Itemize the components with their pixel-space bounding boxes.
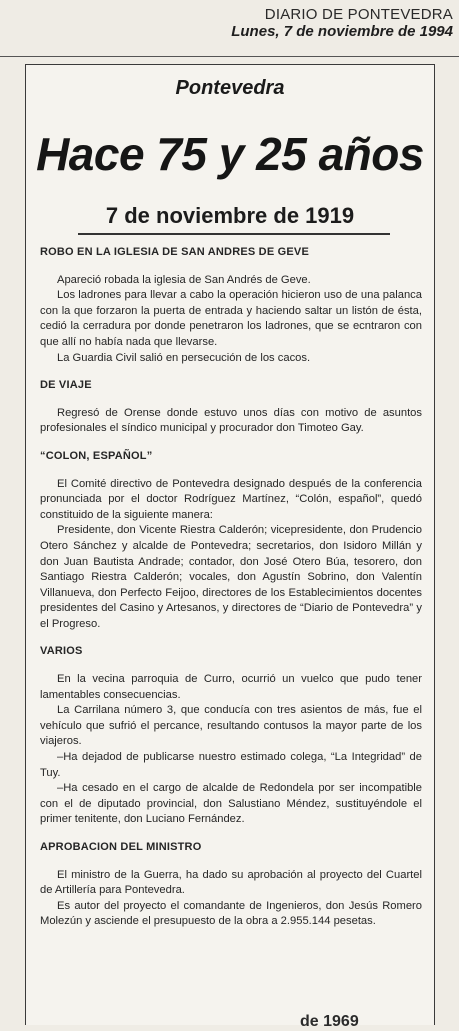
section-title: DE VIAJE — [40, 379, 92, 392]
section-varios — [40, 644, 422, 828]
masthead-rule — [0, 56, 459, 57]
section-title: APROBACION DEL MINISTRO — [40, 841, 202, 853]
section-date-heading: 7 de noviembre de 1919 — [105, 203, 355, 228]
section-de-viaje — [40, 378, 422, 437]
section-robo — [40, 245, 422, 366]
newspaper-name: DIARIO DE PONTEVEDRA — [264, 6, 453, 23]
section-colon-espanol — [40, 449, 422, 633]
paragraph: Es autor del proyecto el comandante de Ingenieros, don Jesús Romero Molezún y asciende el presupuesto de la obra a 2.955.144 pesetas. — [40, 899, 422, 928]
section-title: “COLON, ESPAÑOL” — [40, 449, 153, 462]
paragraph: Presidente, don Vicente Riestra Calderón; vicepresidente, don Prudencio Otero Sánchez y alcalde de Pontevedra; secretarios, don Isidoro Millán y don Juan Bautista Andrade; contador, don José Otero Búa, tesorero, don Santiago Riestra Calderón; vocales, don Agustín Sobrino, don Valentín Villanueva, don Perfecto Feijoo, directores de los Establecimientos docentes presidentes del Casino y Artesanos, y directores de “Diario de Pontevedra” y el Progreso. — [40, 524, 422, 630]
article-kicker: Pontevedra — [175, 77, 285, 99]
paragraph: Regresó de Orense donde estuvo unos días con motivo de asuntos profesionales el síndico municipal y procurador don Timoteo Gay. — [40, 406, 422, 435]
paragraph: En la vecina parroquia de Curro, ocurrió un vuelco que pudo tener lamentables consecuencias. — [40, 673, 422, 701]
article-clipping — [25, 64, 435, 1025]
section-title: VARIOS — [40, 645, 83, 658]
section-title: ROBO EN LA IGLESIA DE SAN ANDRES DE GEVE — [40, 246, 309, 258]
article-body — [40, 245, 422, 930]
section-aprobacion-ministro — [40, 840, 422, 930]
paragraph: El Comité directivo de Pontevedra designado después de la conferencia pronunciada por el doctor Rodríguez Martínez, “Colón, español”, quedó constituido de la siguiente manera: — [40, 477, 422, 521]
paragraph: La Guardia Civil salió en persecución de los cacos. — [57, 351, 311, 364]
masthead — [231, 6, 453, 41]
paragraph: Los ladrones para llevar a cabo la operación hicieron uso de una palanca con la que forzaron la puerta de entrada y haciendo saltar un listón de ésta, cedió la cerradura por donde penetraron los ladrones, que se ecntraron con que allí no había nada que llevarse. — [40, 289, 422, 348]
paragraph: –Ha dejadod de publicarse nuestro estimado colega, “La Integridad” de Tuy. — [40, 751, 422, 779]
paragraph: –Ha cesado en el cargo de alcalde de Redondela por ser incompatible con el de diputado provincial, don Salustiano Méndez, sustituyéndole el primer tenitente, don Luciano Fernández. — [40, 782, 422, 826]
paragraph: La Carrilana número 3, que conducía con tres asientos de más, fue el vehículo que sufrió el percance, resultando contusos la mayor parte de los viajeros. — [40, 704, 422, 748]
cut-off-heading-fragment: de 1969 — [300, 1013, 359, 1030]
publication-date: Lunes, 7 de noviembre de 1994 — [231, 23, 453, 41]
date-divider — [78, 233, 390, 235]
paragraph: Apareció robada la iglesia de San Andrés de Geve. — [57, 273, 311, 286]
article-headline: Hace 75 y 25 años — [36, 128, 424, 180]
paragraph: El ministro de la Guerra, ha dado su aprobación al proyecto del Cuartel de Artillería para Pontevedra. — [40, 868, 422, 897]
